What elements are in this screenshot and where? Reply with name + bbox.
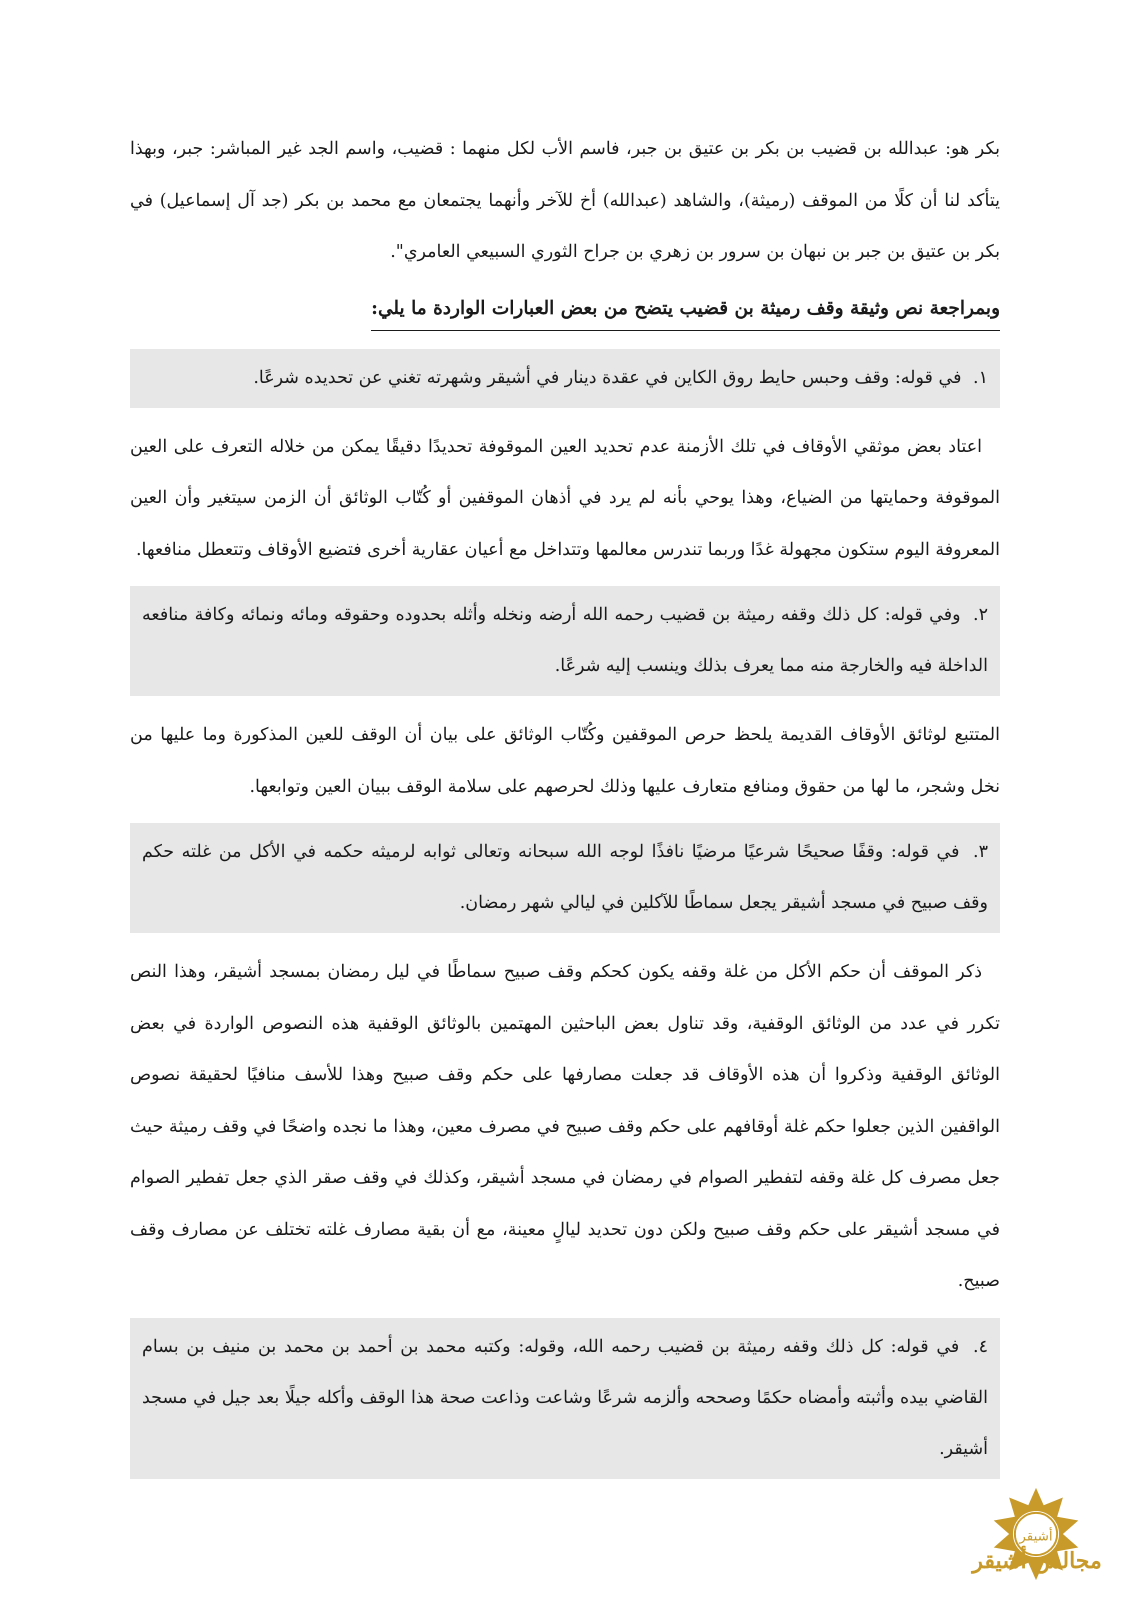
- quote-block-4: [130, 1318, 1000, 1479]
- item-number: ٤.: [973, 1336, 988, 1357]
- item-number: ٢.: [973, 605, 988, 625]
- quote-block-3: [130, 823, 1000, 933]
- quote-text: في قوله: وقفًا صحيحًا شرعيًا مرضيًا نافذًا لوجه الله سبحانه وتعالى ثوابه لرميثه حكمه في الأكل من غلته حكم وقف صبيح في مسجد أشيقر يجعل سماطًا للآكلين في ليالي شهر رمضان.: [142, 842, 988, 913]
- comment-paragraph-2: المتتبع لوثائق الأوقاف القديمة يلحظ حرص الموقفين وكُتّاب الوثائق على بيان أن الوقف للعين المذكورة وما عليها من نخل وشجر، ما لها من حقوق ومنافع متعارف عليها وذلك لحرصهم على سلامة الوقف ببيان العين وتوابعها.: [130, 725, 1000, 797]
- comment-paragraph-1: اعتاد بعض موثقي الأوقاف في تلك الأزمنة عدم تحديد العين الموقوفة تحديدًا دقيقًا يمكن من خلاله التعرف على العين الموقوفة وحمايتها من الضياع، وهذا يوحي بأنه لم يرد في أذهان الموقفين أو كُتّاب الوثائق أن الزمن سيتغير وأن العين المعروفة اليوم ستكون مجهولة غدًا وربما تندرس معالمها وتتداخل مع أعيان عقارية أخرى فتضيع الأوقاف وتتعطل منافعها.: [130, 436, 1000, 560]
- item-number: ٣.: [973, 842, 988, 862]
- intro-paragraph: بكر هو: عبدالله بن قضيب بن بكر بن عتيق بن جبر، فاسم الأب لكل منهما : قضيب، واسم الجد غير المباشر: جبر، وبهذا يتأكد لنا أن كلًا من الموقف (رميثة)، والشاهد (عبدالله) أخ للآخر وأنهما يجتمعان مع محمد بن بكر (جد آل إسماعيل) في بكر بن عتيق بن جبر بن نبهان بن سرور بن زهري بن جراح الثوري السبيعي العامري".: [130, 139, 1000, 262]
- quote-text: وفي قوله: كل ذلك وقفه رميثة بن قضيب رحمه الله أرضه ونخله وأثله بحدوده وحقوقه ومائه ونمائه وكافة منافعه الداخلة فيه والخارجة منه مما يعرف بذلك وينسب إليه شرعًا.: [142, 605, 988, 676]
- quote-block-1: [130, 349, 1000, 408]
- quote-block-2: [130, 586, 1000, 696]
- section-heading: وبمراجعة نص وثيقة وقف رميثة بن قضيب يتضح من بعض العبارات الواردة ما يلي:: [371, 289, 1000, 331]
- item-number: ١.: [973, 367, 988, 388]
- quote-text: في قوله: كل ذلك وقفه رميثة بن قضيب رحمه الله، وقوله: وكتبه محمد بن أحمد بن محمد بن منيف بن بسام القاضي بيده وأثبته وأمضاه حكمًا وصححه وألزمه شرعًا وشاعت وذاعت صحة هذا الوقف وأكله جيلًا بعد جيل في مسجد أشيقر.: [142, 1336, 988, 1459]
- document-body: [130, 118, 1000, 1493]
- comment-paragraph-3: ذكر الموقف أن حكم الأكل من غلة وقفه يكون كحكم وقف صبيح سماطًا في ليل رمضان بمسجد أشيقر، وهذا النص تكرر في عدد من الوثائق الوقفية، وقد تناول بعض الباحثين المهتمين بالوثائق الوقفية هذه النصوص الواردة في بعض الوثائق الوقفية وذكروا أن هذه الأوقاف قد جعلت مصارفها على حكم وقف صبيح وهذا للأسف منافيًا لحقيقة نصوص الواقفين الذين جعلوا حكم غلة أوقافهم على حكم وقف صبيح في مصرف معين، وهذا ما نجده واضحًا في وقف رميثة حيث جعل مصرف كل غلة وقفه لتفطير الصوام في رمضان في مسجد أشيقر، وكذلك في وقف صقر الذي جعل تفطير الصوام في مسجد أشيقر على حكم وقف صبيح ولكن دون تحديد ليالٍ معينة، مع أن بقية مصارف غلته تختلف عن مصارف وقف صبيح.: [130, 962, 1000, 1291]
- quote-text: في قوله: وقف وحبس حايط روق الكاين في عقدة دينار في أشيقر وشهرته تغني عن تحديده شرعًا.: [253, 367, 962, 388]
- seal-text: أشيقر: [1019, 1529, 1053, 1545]
- brand-name: مجالس أشيقر: [972, 1548, 1102, 1574]
